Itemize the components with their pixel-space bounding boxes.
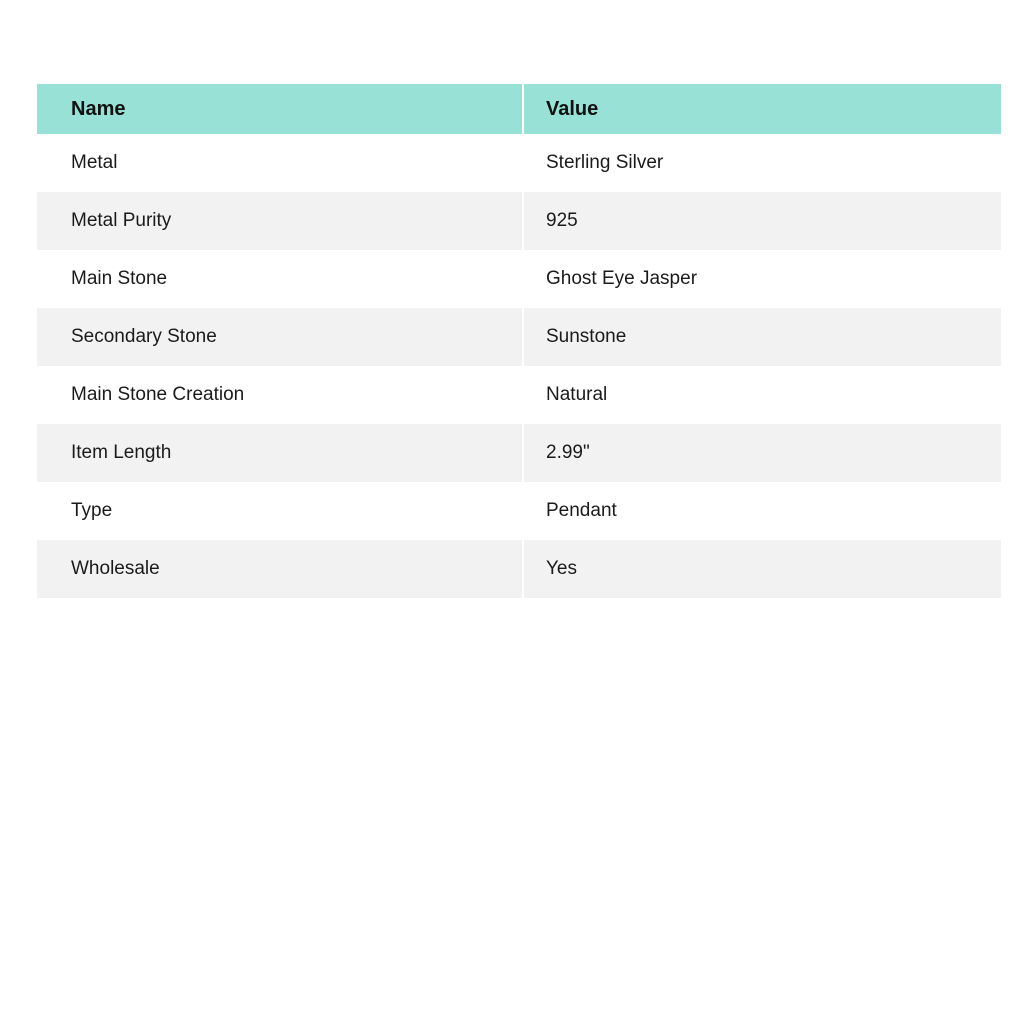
cell-value: Natural (523, 366, 1001, 424)
cell-value: 925 (523, 192, 1001, 250)
header-cell-name: Name (37, 84, 523, 134)
cell-value: Yes (523, 540, 1001, 598)
cell-value: 2.99" (523, 424, 1001, 482)
header-cell-value: Value (523, 84, 1001, 134)
header-row (37, 84, 1001, 134)
table-header (37, 84, 1001, 134)
cell-value: Ghost Eye Jasper (523, 250, 1001, 308)
cell-name: Main Stone Creation (71, 384, 245, 405)
table-row (37, 482, 1001, 540)
table-row (37, 424, 1001, 482)
cell-name: Main Stone (71, 268, 168, 289)
cell-name: Item Length (71, 442, 172, 463)
cell-name: Metal Purity (71, 210, 172, 231)
product-spec-table (37, 84, 1001, 598)
cell-name: Secondary Stone (71, 326, 217, 347)
table-row (37, 192, 1001, 250)
cell-name: Metal (71, 152, 118, 173)
cell-name: Wholesale (71, 558, 160, 579)
cell-value: Sterling Silver (523, 134, 1001, 192)
table-row (37, 366, 1001, 424)
table-row (37, 308, 1001, 366)
cell-name: Type (71, 500, 113, 521)
cell-value: Pendant (523, 482, 1001, 540)
table-row (37, 250, 1001, 308)
table-body (37, 134, 1001, 598)
table-row (37, 540, 1001, 598)
table-row (37, 134, 1001, 192)
cell-value: Sunstone (523, 308, 1001, 366)
